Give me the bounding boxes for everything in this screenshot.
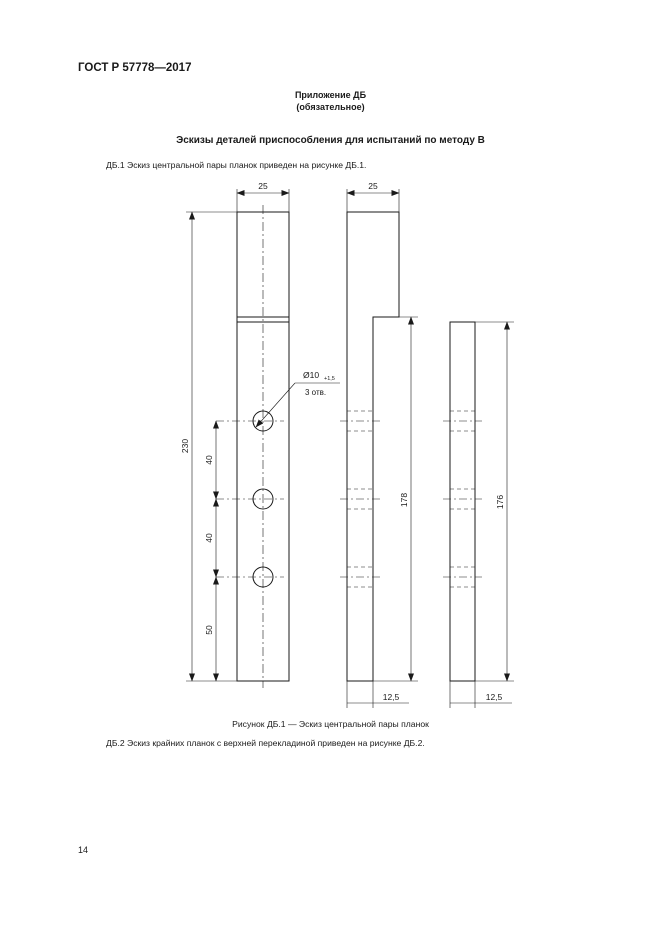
dim-hole-count: 3 отв. xyxy=(305,388,327,397)
dim-thick-mid: 12,5 xyxy=(382,692,400,702)
standard-number: ГОСТ Р 57778—2017 xyxy=(78,62,192,74)
figure-caption: Рисунок ДБ.1 — Эскиз центральной пары планок xyxy=(232,719,429,729)
dim-spacing-2: 40 xyxy=(204,533,214,543)
dim-hole-tolerance: +1,5 xyxy=(324,376,335,382)
section-title: Эскизы деталей приспособления для испытаний по методу В xyxy=(176,135,485,146)
paragraph-db2: ДБ.2 Эскиз крайних планок с верхней перекладиной приведен на рисунке ДБ.2. xyxy=(106,738,425,748)
dim-bottom-offset: 50 xyxy=(204,625,214,635)
dim-height-total: 230 xyxy=(180,438,190,454)
dim-thick-right: 12,5 xyxy=(485,692,503,702)
dim-height-mid: 178 xyxy=(399,492,409,508)
dim-width-mid: 25 xyxy=(368,181,378,191)
paragraph-db1: ДБ.1 Эскиз центральной пары планок приведен на рисунке ДБ.1. xyxy=(106,160,367,170)
dim-hole-diameter: Ø10 xyxy=(303,370,320,380)
appendix-status: (обязательное) xyxy=(296,102,365,112)
appendix-title: Приложение ДБ xyxy=(294,90,367,100)
dim-spacing-1: 40 xyxy=(204,455,214,465)
right-plate-outline xyxy=(450,322,475,681)
page-number: 14 xyxy=(78,845,89,855)
dim-width-left: 25 xyxy=(258,181,268,191)
mid-plate-outline xyxy=(347,212,399,681)
dim-height-right: 176 xyxy=(495,494,505,510)
